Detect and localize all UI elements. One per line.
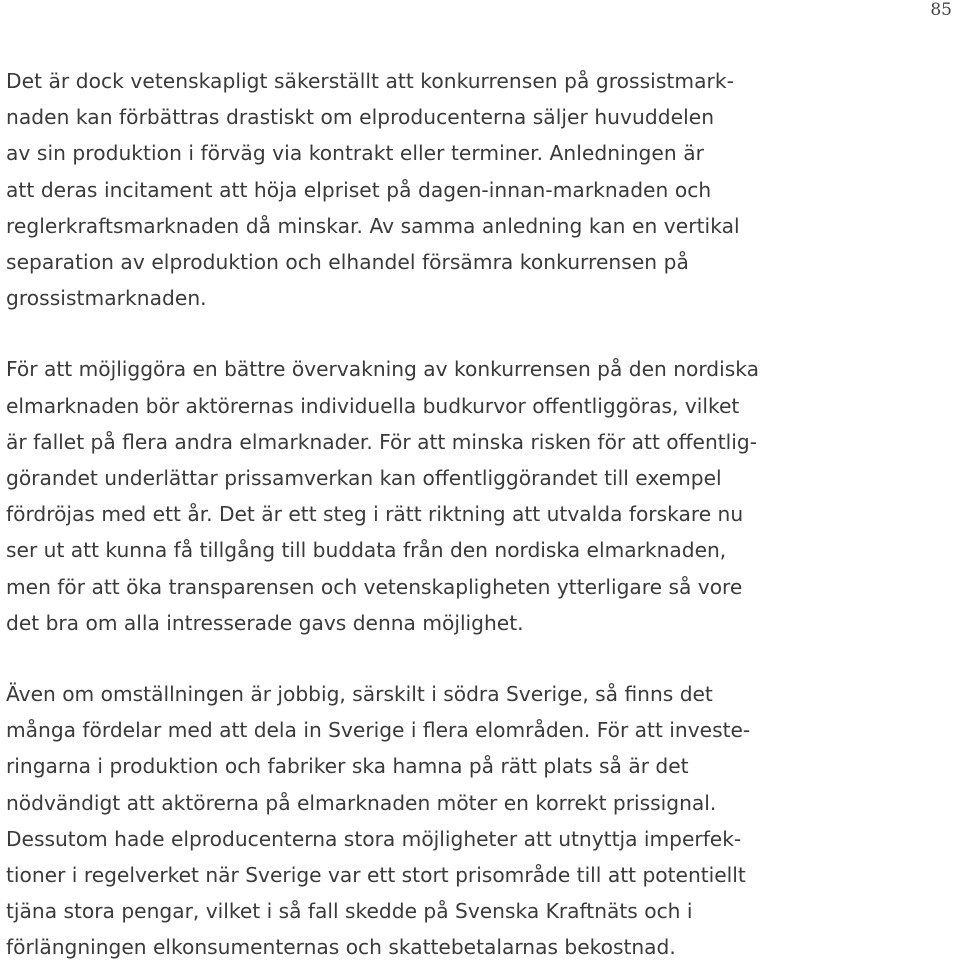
text-line: Även om omställningen är jobbig, särskilt i södra Sverige, så finns det bbox=[6, 682, 713, 707]
text-line: är fallet på flera andra elmarknader. För att minska risken för att offentlig- bbox=[6, 429, 757, 454]
document-body bbox=[6, 63, 956, 966]
text-line: naden kan förbättras drastiskt om elproducenterna säljer huvuddelen bbox=[6, 105, 715, 130]
text-line: Det är dock vetenskapligt säkerställt att konkurrensen på grossistmark- bbox=[6, 69, 734, 93]
text-line: reglerkraftsmarknaden då minskar. Av samma anledning kan en vertikal bbox=[6, 213, 740, 238]
page-number: 85 bbox=[930, 0, 952, 20]
text-line: av sin produktion i förväg via kontrakt eller terminer. Anledningen är bbox=[6, 141, 704, 166]
text-line: fördröjas med ett år. Det är ett steg i rätt riktning att utvalda forskare nu bbox=[6, 502, 744, 527]
paragraph-1 bbox=[6, 63, 956, 316]
text-line: ringarna i produktion och fabriker ska hamna på rätt plats så är det bbox=[6, 754, 689, 779]
text-line: många fördelar med att dela in Sverige i flera elområden. För att investe- bbox=[6, 718, 751, 743]
text-line: elmarknaden bör aktörernas individuella budkurvor offentliggöras, vilket bbox=[6, 393, 740, 418]
text-line: nödvändigt att aktörerna på elmarknaden möter en korrekt prissignal. bbox=[6, 790, 717, 815]
text-line: att deras incitament att höja elpriset på dagen-innan-marknaden och bbox=[6, 177, 712, 202]
paragraph-3 bbox=[6, 676, 956, 966]
text-line: men för att öka transparensen och vetenskapligheten ytterligare så vore bbox=[6, 574, 743, 599]
text-line: ser ut att kunna få tillgång till buddata från den nordiska elmarknaden, bbox=[6, 538, 727, 563]
text-line: separation av elproduktion och elhandel försämra konkurrensen på bbox=[6, 250, 689, 275]
text-line: görandet underlättar prissamverkan kan offentliggörandet till exempel bbox=[6, 466, 722, 491]
text-line: För att möjliggöra en bättre övervakning av konkurrensen på den nordiska bbox=[6, 357, 759, 382]
text-line: tjäna stora pengar, vilket i så fall skedde på Svenska Kraftnäts och i bbox=[6, 899, 693, 924]
text-line: Dessutom hade elproducenterna stora möjligheter att utnyttja imperfek- bbox=[6, 826, 742, 851]
text-line: grossistmarknaden. bbox=[6, 286, 207, 311]
paragraph-2 bbox=[6, 351, 956, 641]
text-line: förlängningen elkonsumenternas och skattebetalarnas bekostnad. bbox=[6, 935, 676, 960]
text-line: tioner i regelverket när Sverige var ett stort prisområde till att potentiellt bbox=[6, 863, 746, 888]
text-line: det bra om alla intresserade gavs denna möjlighet. bbox=[6, 610, 524, 635]
